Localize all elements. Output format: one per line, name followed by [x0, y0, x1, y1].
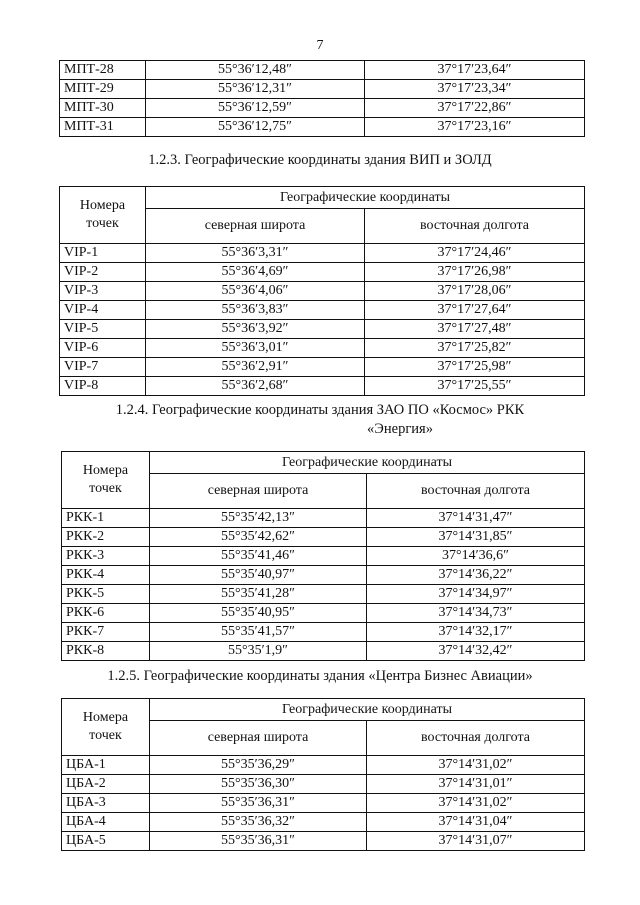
latitude-column-header: северная широта	[146, 209, 365, 244]
point-cell: ЦБА-4	[62, 813, 150, 832]
point-cell: ЦБА-3	[62, 794, 150, 813]
latitude-column-header: северная широта	[150, 721, 367, 756]
point-cell: МПТ-30	[60, 99, 146, 118]
latitude-cell: 55°36′3,92″	[146, 320, 365, 339]
latitude-cell: 55°36′2,91″	[146, 358, 365, 377]
section-heading-1-2-3: 1.2.3. Географические координаты здания ВИП и ЗОЛД	[148, 152, 492, 168]
coordinates-group-header: Географические координаты	[150, 699, 585, 721]
latitude-cell: 55°35′41,57″	[150, 623, 367, 642]
latitude-cell: 55°35′40,97″	[150, 566, 367, 585]
table-row	[60, 377, 585, 396]
longitude-cell: 37°14′34,73″	[367, 604, 585, 623]
point-cell: РКК-8	[62, 642, 150, 661]
longitude-cell: 37°17′25,55″	[365, 377, 585, 396]
point-cell: РКК-2	[62, 528, 150, 547]
latitude-cell: 55°35′36,31″	[150, 832, 367, 851]
point-cell: РКК-4	[62, 566, 150, 585]
latitude-cell: 55°36′3,01″	[146, 339, 365, 358]
longitude-column-header: восточная долгота	[365, 209, 585, 244]
point-cell: VIP-1	[60, 244, 146, 263]
longitude-cell: 37°17′25,98″	[365, 358, 585, 377]
latitude-cell: 55°36′2,68″	[146, 377, 365, 396]
longitude-column-header: восточная долгота	[367, 474, 585, 509]
point-cell: РКК-6	[62, 604, 150, 623]
longitude-cell: 37°14′31,85″	[367, 528, 585, 547]
cba-coordinates-table	[61, 698, 585, 851]
table-row	[62, 794, 585, 813]
point-cell: VIP-2	[60, 263, 146, 282]
longitude-cell: 37°14′36,6″	[367, 547, 585, 566]
rkk-coordinates-table	[61, 451, 585, 661]
longitude-column-header: восточная долгота	[367, 721, 585, 756]
longitude-cell: 37°14′32,42″	[367, 642, 585, 661]
latitude-cell: 55°35′36,29″	[150, 756, 367, 775]
longitude-cell: 37°14′31,01″	[367, 775, 585, 794]
point-cell: VIP-6	[60, 339, 146, 358]
latitude-cell: 55°36′12,59″	[146, 99, 365, 118]
latitude-cell: 55°35′36,32″	[150, 813, 367, 832]
table-row	[60, 358, 585, 377]
mpt-coordinates-table	[59, 60, 585, 137]
latitude-cell: 55°35′42,13″	[150, 509, 367, 528]
longitude-cell: 37°17′22,86″	[365, 99, 585, 118]
table-row	[62, 813, 585, 832]
longitude-cell: 37°14′32,17″	[367, 623, 585, 642]
point-cell: VIP-8	[60, 377, 146, 396]
longitude-cell: 37°17′28,06″	[365, 282, 585, 301]
table-row	[62, 509, 585, 528]
points-column-header: Номера точек	[62, 699, 150, 756]
latitude-cell: 55°35′41,28″	[150, 585, 367, 604]
latitude-cell: 55°36′4,69″	[146, 263, 365, 282]
latitude-cell: 55°35′42,62″	[150, 528, 367, 547]
longitude-cell: 37°14′31,02″	[367, 756, 585, 775]
longitude-cell: 37°17′27,48″	[365, 320, 585, 339]
table-row	[62, 832, 585, 851]
table-row	[60, 339, 585, 358]
longitude-cell: 37°17′23,16″	[365, 118, 585, 137]
table-row	[60, 301, 585, 320]
table-row	[62, 642, 585, 661]
point-cell: РКК-7	[62, 623, 150, 642]
latitude-cell: 55°35′41,46″	[150, 547, 367, 566]
table-row	[60, 263, 585, 282]
latitude-cell: 55°36′3,83″	[146, 301, 365, 320]
longitude-cell: 37°14′31,47″	[367, 509, 585, 528]
longitude-cell: 37°14′31,02″	[367, 794, 585, 813]
longitude-cell: 37°14′34,97″	[367, 585, 585, 604]
point-cell: РКК-5	[62, 585, 150, 604]
table-row	[60, 99, 585, 118]
latitude-cell: 55°36′12,75″	[146, 118, 365, 137]
latitude-cell: 55°35′36,30″	[150, 775, 367, 794]
section-heading-1-2-5: 1.2.5. Географические координаты здания «Центра Бизнес Авиации»	[107, 668, 533, 684]
table-row	[62, 775, 585, 794]
longitude-cell: 37°17′23,64″	[365, 61, 585, 80]
point-cell: ЦБА-5	[62, 832, 150, 851]
table-row	[60, 320, 585, 339]
table-row	[62, 756, 585, 775]
section-heading-line-1: 1.2.4. Географические координаты здания ЗАО ПО «Космос» РКК	[115, 402, 525, 418]
table-row	[60, 61, 585, 80]
point-cell: VIP-3	[60, 282, 146, 301]
coordinates-group-header: Географические координаты	[146, 187, 585, 209]
page-number: 7	[316, 38, 324, 53]
point-cell: ЦБА-2	[62, 775, 150, 794]
table-row	[60, 282, 585, 301]
vip-coordinates-table	[59, 186, 585, 396]
longitude-cell: 37°17′25,82″	[365, 339, 585, 358]
point-cell: VIP-4	[60, 301, 146, 320]
latitude-cell: 55°36′4,06″	[146, 282, 365, 301]
latitude-cell: 55°35′40,95″	[150, 604, 367, 623]
section-heading-line-2: «Энергия»	[367, 421, 433, 437]
table-row	[62, 566, 585, 585]
longitude-cell: 37°17′27,64″	[365, 301, 585, 320]
table-row	[60, 118, 585, 137]
section-heading-1-2-4	[0, 401, 640, 439]
latitude-cell: 55°35′36,31″	[150, 794, 367, 813]
latitude-cell: 55°35′1,9″	[150, 642, 367, 661]
table-row	[62, 528, 585, 547]
longitude-cell: 37°14′36,22″	[367, 566, 585, 585]
point-cell: РКК-3	[62, 547, 150, 566]
table-row	[62, 585, 585, 604]
longitude-cell: 37°17′24,46″	[365, 244, 585, 263]
table-row	[60, 244, 585, 263]
longitude-cell: 37°14′31,04″	[367, 813, 585, 832]
point-cell: МПТ-29	[60, 80, 146, 99]
longitude-cell: 37°17′23,34″	[365, 80, 585, 99]
longitude-cell: 37°17′26,98″	[365, 263, 585, 282]
points-column-header: Номера точек	[62, 452, 150, 509]
points-column-header: Номера точек	[60, 187, 146, 244]
point-cell: МПТ-31	[60, 118, 146, 137]
point-cell: МПТ-28	[60, 61, 146, 80]
point-cell: РКК-1	[62, 509, 150, 528]
table-row	[62, 604, 585, 623]
table-row	[62, 547, 585, 566]
latitude-cell: 55°36′3,31″	[146, 244, 365, 263]
latitude-cell: 55°36′12,48″	[146, 61, 365, 80]
latitude-cell: 55°36′12,31″	[146, 80, 365, 99]
latitude-column-header: северная широта	[150, 474, 367, 509]
coordinates-group-header: Географические координаты	[150, 452, 585, 474]
point-cell: VIP-5	[60, 320, 146, 339]
longitude-cell: 37°14′31,07″	[367, 832, 585, 851]
table-row	[60, 80, 585, 99]
point-cell: ЦБА-1	[62, 756, 150, 775]
table-row	[62, 623, 585, 642]
point-cell: VIP-7	[60, 358, 146, 377]
